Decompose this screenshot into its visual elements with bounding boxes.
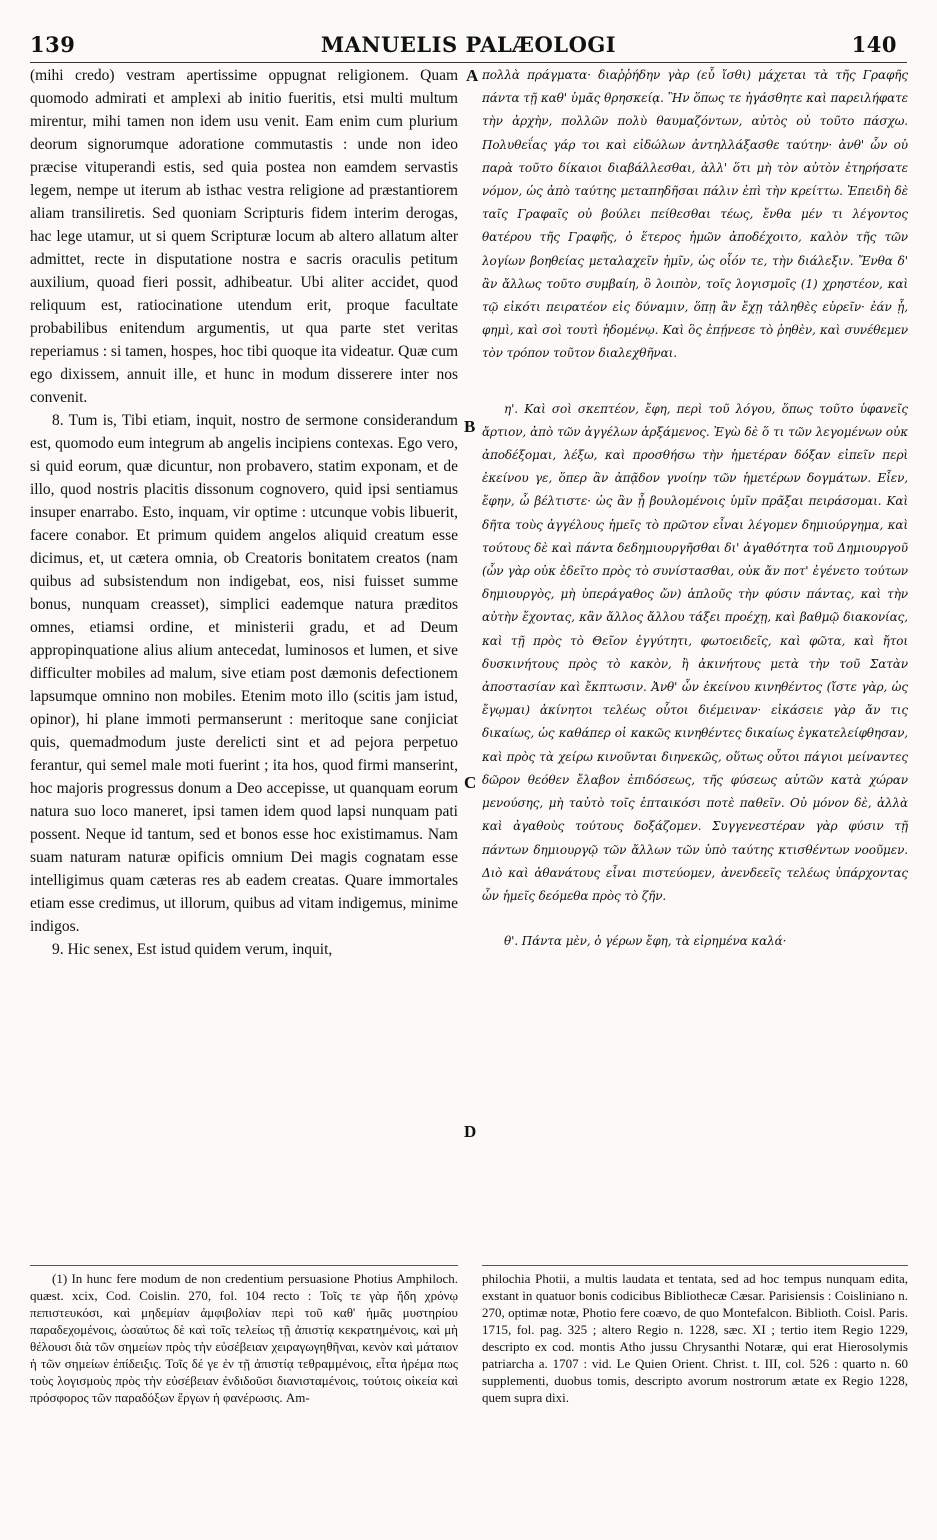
greek-paragraph-1: πολλὰ πράγματα· διαῤῥήδην γὰρ (εὖ ἴσθι) μάχεται τὰ τῆς Γραφῆς πάντα τῇ καθ' ὑμᾶς θρησκείᾳ. Ἣν ὅπως τε ἠγάσθητε καὶ παρειλήφατε τὴν ἀρχὴν, πολλῶν πολὺ θαυμαζόντων, αὐτὸς οὐ τοῦτο πάσχω. Πολυθεΐας γάρ τοι καὶ εἰδώλων ἀντηλλάξασθε ταύτην· ἀνθ' ὧν οὐ παρὰ τοῦτο δίκαιοι διαβάλλεσθαι, ἀλλ' ὅτι μὴ τὸν αὐτὸν ἐτηρήσατε νόμον, ὡς ἀπὸ ταύτης μεταπηδῆσαι πάλιν ἐπὶ τὴν κρείττω. Ἐπειδὴ δὲ ταῖς Γραφαῖς οὐ βούλει πείθεσθαι τέως, ἔνθα μέν τι λέγοντος θατέρου τῆς Γραφῆς, ὁ ἕτερος ἡμῶν ἀποδέχοιτο, καλὸν τῆς τῶν λογίων βοηθείας μεταλαχεῖν ἡμῖν, ὡς οἷόν τε, τὴν διάλεξιν. Ἔνθα δ' ἂν ἄλλως τοῦτο συμβαίη, ὃ λοιπὸν, τοῖς λογισμοῖς (1) χρηστέον, καὶ τῷ εἰκότι πειρατέον εἰς δύναμιν, ὅπῃ ἂν ἔχῃ τἀληθὲς εὑρεῖν· ἐάν ᾖ, φημὶ, καὶ σοὶ τουτὶ ἡδομένῳ. Καὶ ὃς ἐπῄνεσε τὸ ῥηθὲν, καὶ συνέθεμεν τὸν τρόπον τοῦτον διαλεχθῆναι. (482, 68, 908, 361)
running-header (0, 32, 937, 60)
greek-column (482, 64, 908, 1259)
latin-paragraph-9: 9. Hic senex, Est istud quidem verum, inquit, (52, 941, 333, 958)
latin-column (30, 64, 458, 1124)
page-number-right: 140 (851, 32, 897, 57)
latin-paragraph-8: 8. Tum is, Tibi etiam, inquit, nostro de sermone considerandum est, quomodo eum integrum ab angelis incipiens contexas. Ego vero, si quid eorum, quæ dicuntur, non probavero, statim exponam, et de illo, quod nostris placitis dissonum cognovero, quid ipsi sentiamus insuper enarrabo. Esto, inquam, vir optime : utcunque vobis libuerit, facere conabor. Et primum quidem angelos aliquid creatum esse dicimus, et, ut cætera omnia, ob Creatoris bonitatem creatos (nam quibus ad subsistendum non indigebat, eos, nisi fuisset summe bonus, nunquam creasset), simplici eademque natura præditos omnes, etiamsi ordine, et ministerii gradu, et ad Deum appropinquatione alius alium antecedat, luminosos et lumen, et sive difficulter mobiles ad malum, sive etiam post dæmonis defectionem lapsumque omnino non mobiles. Etenim moto illo (scitis jam istud, opinor), hi plane immoti permanserunt : meritoque sane conjiciat quis, quemadmodum juste derelicti sint et ad pejora perpetuo ferantur, qui semel male moti fuerint ; ita hos, quod firmi manserint, hoc majoris progressus donum a Deo accepisse, ut quanquam eorum natura suo loco maneret, ipsi tamen idem quod lapsi nunquam pati possent. Neque id tantum, sed et bonos esse hoc existimamus. Nam suam naturam naturæ opificis omnium Dei magis cognatam esse intelligimus quam cæteras res ab eadem creatas. Quare immortales etiam esse credimus, ut illorum, quibus ad vitam indigemus, minime indigos. (30, 412, 458, 935)
page-number-left: 139 (30, 32, 76, 57)
greek-paragraph-9: θ'. Πάντα μὲν, ὁ γέρων ἔφη, τὰ εἰρημένα καλά· (504, 934, 787, 949)
latin-paragraph-1: (mihi credo) vestram apertissime oppugnat religionem. Quam quomodo admirati et amplexi ab initio fueritis, etsi multi multum mirentur, mihi tamen non idem usu venit. Eam enim cum plurium deorum signorumque adoratione commutastis : unde non ideo præcise vituperandi estis, sed quia postea non eamdem servastis legem, nempe ut iterum ab isthac vestra religione ad præstantiorem aliam transiliretis. Sed quoniam Scripturis fidem interim derogas, hac lege utamur, ut si quem Scripturæ locum ab altero allatum alter admittet, recte in disputatione nostra e sacris oraculis petitum auxilium, quoad fieri possit, adhibeatur. Ubi aliter accidet, quod reliquum est, ratiocinatione utendum erit, proque facultate probabilibus enitendum argumentis, ut qua parte stet veritas reperiamus : si tamen, hospes, hoc tibi quoque ita videatur. Quæ cum ego dixissem, annuit ille, et hunc in modum disserere inter nos convenit. (30, 67, 458, 406)
margin-letter-b: B (464, 417, 476, 436)
footnote-right (482, 1270, 908, 1510)
header-rule (30, 62, 907, 63)
footnote-1-start: (1) In hunc fere modum de non credentium persuasione Photius Amphiloch. quæst. xcix, Cod. Coislin. 270, fol. 104 recto : Τοῖς τε γὰρ ἤδη χρόνῳ πεπιστευκόσι, καὶ μηδεμίαν ἀμφιβολίαν περὶ τοῦ καθ' ἡμᾶς μυστηρίου παραδεχομένοις, ὡσαύτως δὲ καὶ τοῖς τελείως τῇ ἀπιστίᾳ κεκρατημένοις, καὶ μὴ θέλουσι διὰ τῶν σημείων πρὸς τὴν εὐσέβειαν χειραγωγηθῆναι, κενὸν καὶ μάταιον ἡ τῶν σημείων ἐπίδειξις. Τοῖς δέ γε ἐν τῇ ἀπιστίᾳ τεθραμμένοις, εἶτα ἠρέμα πως τοὺς λογισμοὺς πρὸς τὴν εὐσέβειαν ἐνδιδοῦσι διανισταμένοις, τούτοις οἰκεία καὶ πρόσφορος τῶν παραδόξων ἔργων ἡ φανέρωσις. Am- (30, 1271, 458, 1405)
running-title: MANUELIS PALÆOLOGI (320, 32, 617, 57)
footnote-left (30, 1270, 458, 1510)
footnote-rule-right (482, 1265, 908, 1266)
margin-letter-c: C (464, 773, 477, 792)
footnote-rule-left (30, 1265, 458, 1266)
margin-letter-d: D (464, 1122, 477, 1141)
greek-paragraph-8: η'. Καὶ σοὶ σκεπτέον, ἔφη, περὶ τοῦ λόγου, ὅπως τοῦτο ὑφανεῖς ἄρτιον, ἀπὸ τῶν ἀγγέλων ἀρξάμενος. Ἐγὼ δὲ ὅ τι τῶν λεγομένων οὐκ ἀποδέξομαι, λέξω, καὶ προσθήσω τὴν ἡμετέραν δόξαν εἰπεῖν περὶ ἐκείνου γε, ὅπερ ἂν ἀπᾷδον γνοίην τῶν ἡμετέρων δογμάτων. Εἶεν, ἔφην, ὦ βέλτιστε· ὡς ἂν ᾖ βουλομένοις ὑμῖν πρᾶξαι πειράσομαι. Καὶ δῆτα τοὺς ἀγγέλους ἡμεῖς τὸ πρῶτον εἶναι λέγομεν δημιούργημα, καὶ τούτους δὲ καὶ πάντα δεδημιουργῆσθαι δι' ἀγαθότητα τοῦ Δημιουργοῦ (ὧν γὰρ οὐκ ἐδεῖτο πρὸς τὸ συνίστασθαι, οὐκ ἄν ποτ' ἐγένετο τούτων δημιουργὸς, μὴ ὑπεράγαθος ὤν) ἁπλοῦς τὴν φύσιν πάντας, καὶ τὴν αὐτὴν ἔχοντας, κἂν ἄλλος ἄλλου τάξει προέχῃ, καὶ βαθμῷ διακονίας, καὶ τῇ πρὸς τὸ Θεῖον ἐγγύτητι, φωτοειδεῖς, καὶ φῶτα, καὶ ἤτοι δυσκινήτους πρὸς τὸ κακὸν, ἢ ἀκινήτους μετὰ τὴν τοῦ Σατὰν ἀποστασίαν καὶ ἔκπτωσιν. Ἀνθ' ὧν ἐκείνου κινηθέντος (ἴστε γὰρ, ὡς ἔγῳμαι) ἀκίνητοι τελέως οὗτοι διέμειναν· εἰκάσειε γὰρ ἄν τις δικαίως, ὡς καθάπερ οἱ κακῶς κινηθέντες δικαίως ἐγκατελείφθησαν, καὶ πρὸς τὰ χείρω κινοῦνται διηνεκῶς, οὕτως οὗτοι πάγιοι μείναντες δῶρον θεόθεν ἔλαβον ἐπιδόσεως, τῆς φύσεως αὐτῶν κατὰ χώραν μενούσης, μὴ ταὐτὸ τοῖς ἐπταικόσι ποτὲ παθεῖν. Οὐ μόνον δὲ, ἀλλὰ καὶ ἀγαθοὺς τούτους δοξάζομεν. Συγγενεστέραν γὰρ φύσιν τῇ πάντων δημιουργῷ τῶν ἄλλων τῶν ὑπὸ ταύτης κτισθέντων νοοῦμεν. Διὸ καὶ ἀθανάτους εἶναι πιστεύομεν, ἀνενδεεῖς τελέως ὑπάρχοντας ὧν ἡμεῖς δεόμεθα πρὸς τὸ ζῆν. (482, 401, 908, 903)
margin-letter-a: A (466, 66, 479, 85)
footnote-1-continuation: philochia Photii, a multis laudata et tentata, sed ad hoc tempus nunquam edita, exstant in quatuor bonis codicibus Bibliothecæ Cæsar. Parisiensis : Coisliniano n. 270, optimæ notæ, Photio fere coævo, de quo Montefalcon. Biblioth. Coisl. Paris. 1715, fol. pag. 325 ; altero Regio n. 1228, sæc. XI ; tertio item Regio 1229, descripto ex cod. montis Atho jussu Chrysanthi Notaræ, qui erat Hierosolymis patriarcha a. 1707 : vid. Le Quien Orient. Christ. t. III, col. 526 : quarto n. 60 supplementi, duobus tomis, descripto avorum nostrorum ætate ex Regio 1228, quem supra dixi. (482, 1271, 908, 1405)
